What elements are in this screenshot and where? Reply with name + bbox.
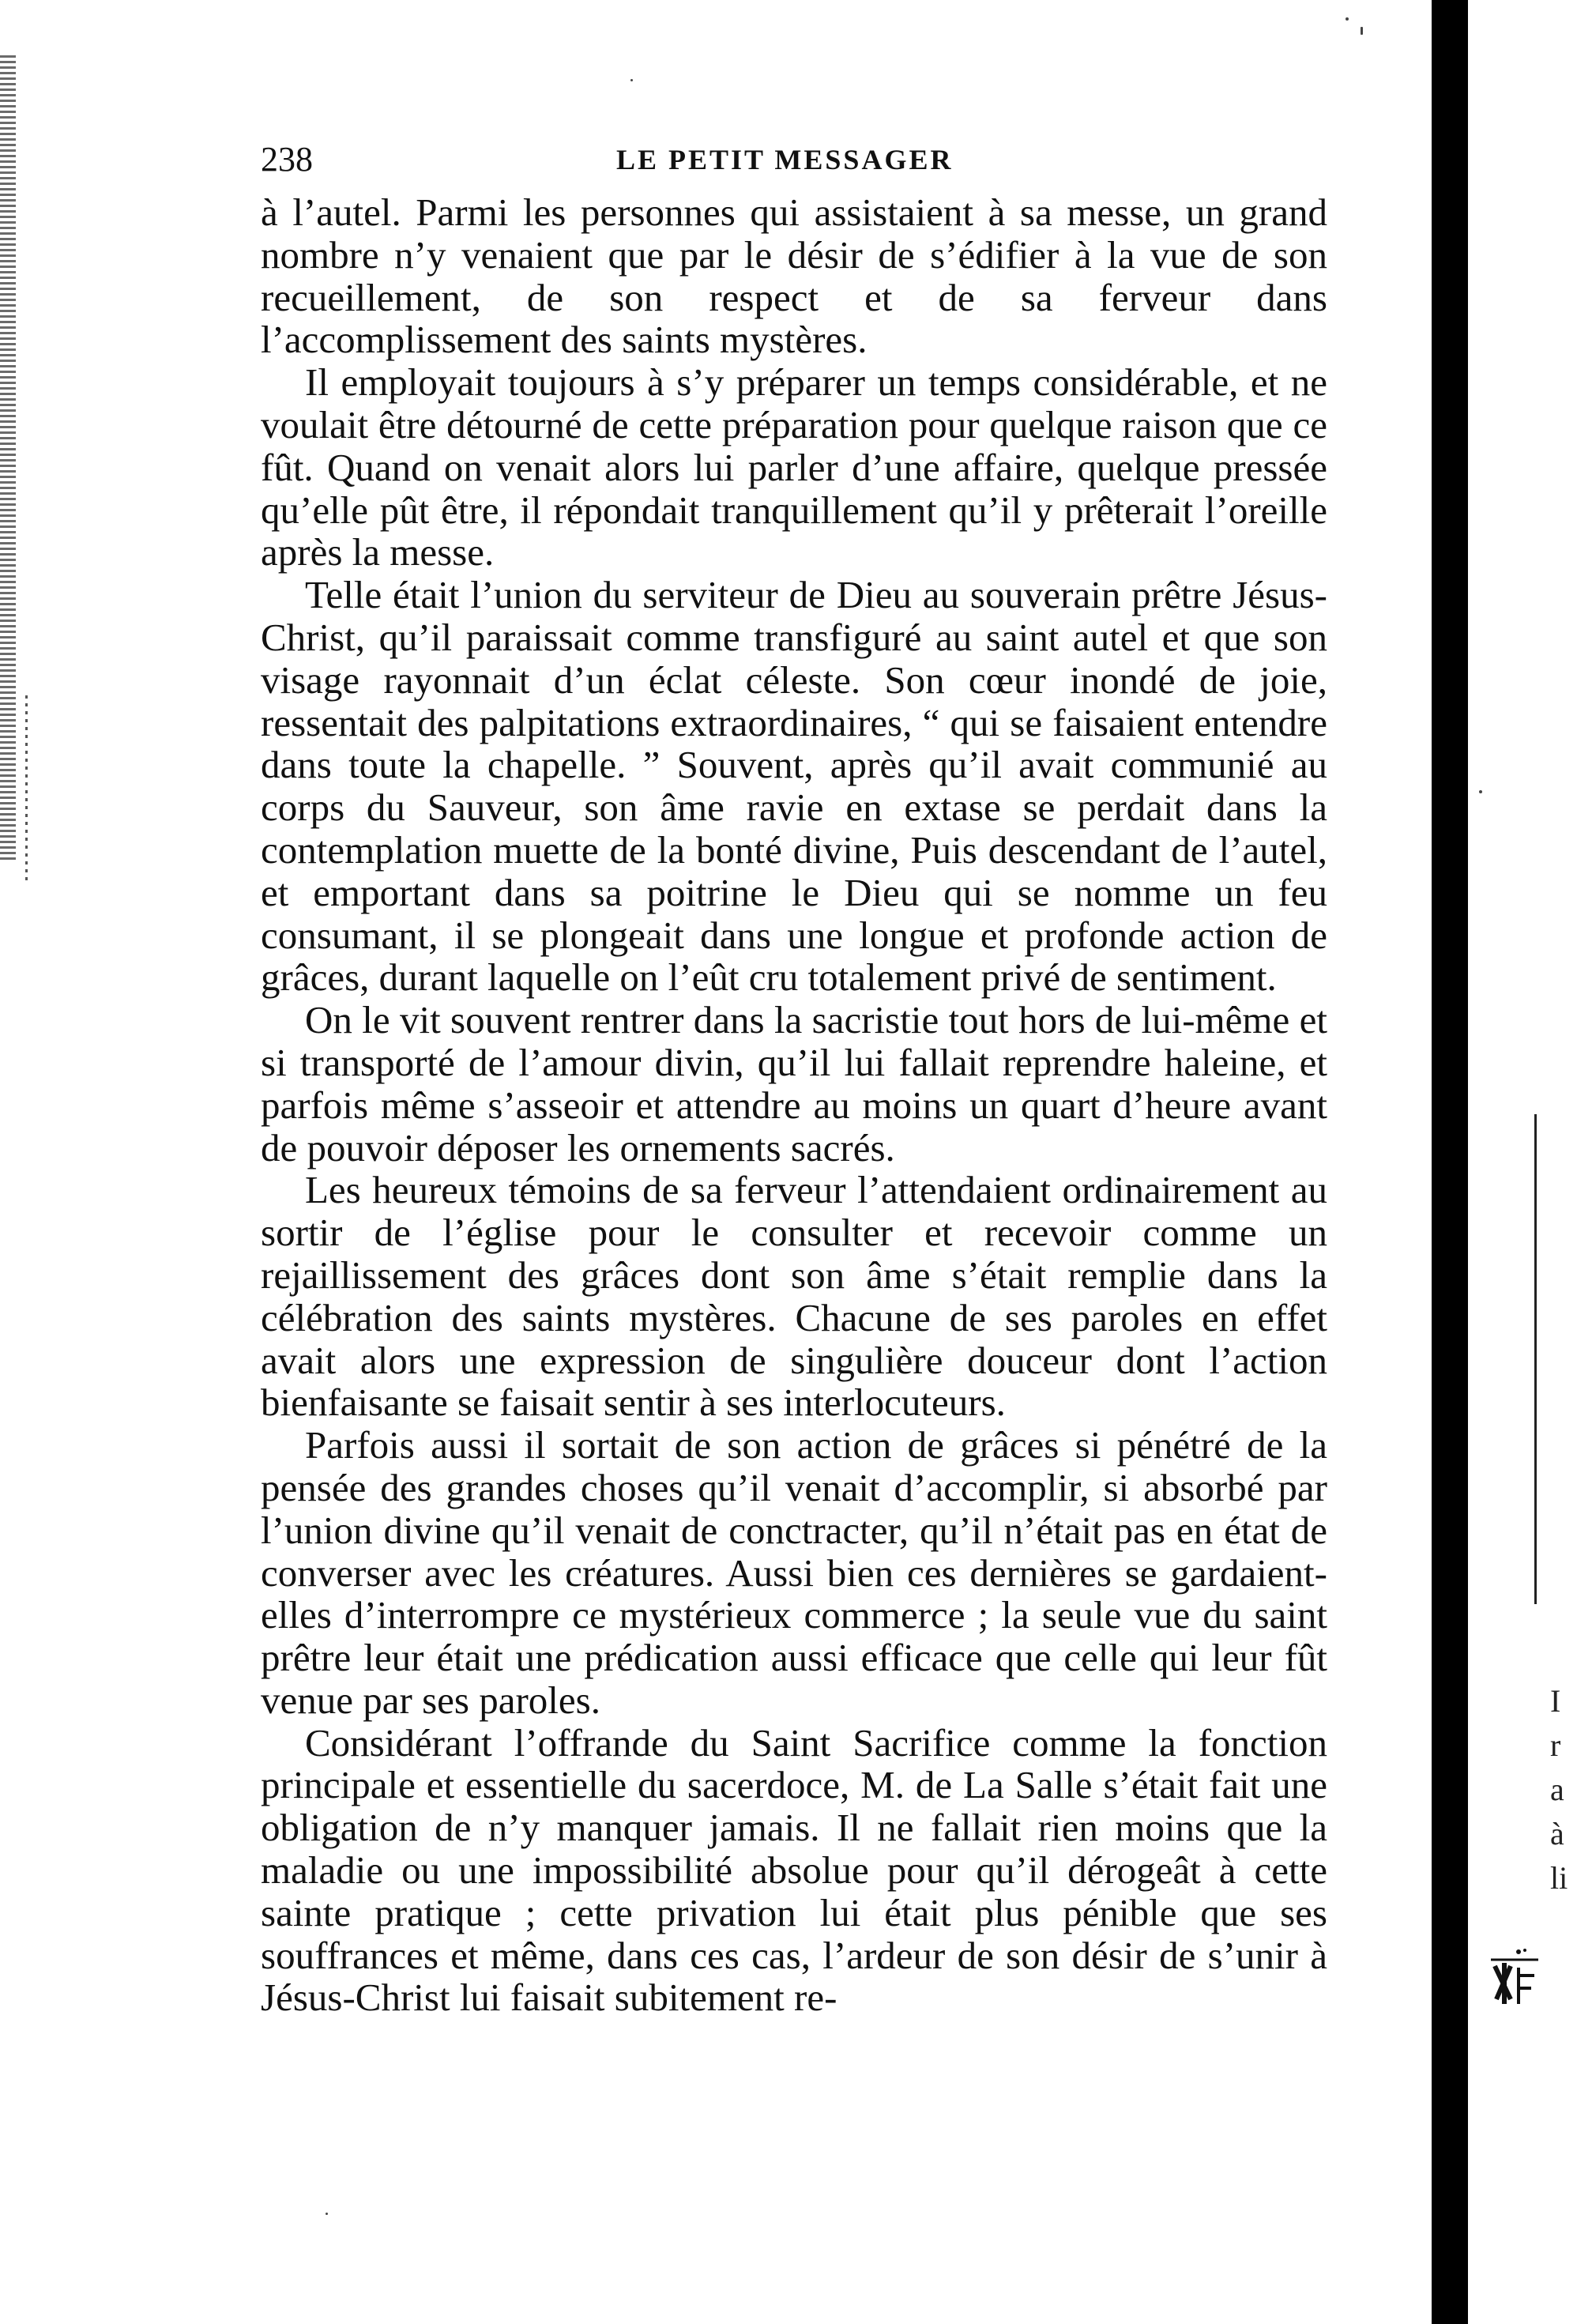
- page-number: 238: [261, 140, 313, 179]
- spine-edge-marks: [25, 695, 28, 885]
- paragraph: On le vit souvent rentrer dans la sacristie tout hors de lui-même et si transporté de l’amour divin, qu’il lui fallait reprendre haleine, et parfois même s’asseoir et attendre au moins un quart d’heure avant de pouvoir déposer les ornements sacrés.: [261, 998, 1327, 1170]
- page-header: [261, 136, 1327, 183]
- facing-page-rule: [1534, 1114, 1537, 1604]
- facing-letter: li: [1550, 1860, 1568, 1896]
- facing-letter: à: [1550, 1816, 1564, 1851]
- running-title: LE PETIT MESSAGER: [616, 144, 954, 175]
- paragraph: Telle était l’union du serviteur de Dieu au souverain prêtre Jésus-Christ, qu’il paraissait comme transfiguré au saint autel et que son visage rayonnait d’un éclat céleste. Son cœur inondé de joie, ressentait des palpitations extraordinaires, “ qui se faisaient entendre dans toute la chapelle. ” Souvent, après qu’il avait communié au corps du Sauveur, son âme ravie en extase se perdait dans la contemplation muette de la bonté divine, Puis descendant de l’autel, et emportant dans sa poitrine le Dieu qui se nomme un feu consumant, il se plongeait dans une longue et profonde action de grâces, durant laquelle on l’eût cru totalement privé de sentiment.: [261, 573, 1327, 1000]
- ink-speck: [1361, 27, 1363, 35]
- ink-speck: [630, 79, 633, 81]
- facing-page-letters: [1550, 1679, 1577, 1900]
- paragraph: à l’autel. Parmi les personnes qui assistaient à sa messe, un grand nombre n’y venaient que par le désir de s’édifier à la vue de son recueillement, de son respect et de sa ferveur dans l’accomplissement des saints mystères.: [261, 190, 1327, 362]
- ink-speck: [326, 2213, 328, 2215]
- facing-page-gutter: [1432, 0, 1468, 2324]
- facing-letter: I: [1550, 1683, 1561, 1719]
- body-text: [261, 191, 1327, 2019]
- ink-speck: [1346, 17, 1349, 21]
- paragraph: Il employait toujours à s’y préparer un temps considérable, et ne voulait être détourné de cette préparation pour quelque raison que ce fût. Quand on venait alors lui parler d’une affaire, quelque pressée qu’elle pût être, il répondait tranquillement qu’il y prêterait l’oreille après la messe.: [261, 360, 1327, 574]
- paragraph: Les heureux témoins de sa ferveur l’attendaient ordinairement au sortir de l’église pour le consulter et recevoir comme un rejaillissement des grâces dont son âme s’était remplie dans la célébration des saints mystères. Chacune de ses paroles en effet avait alors une expression de singulière douceur dont l’action bienfaisante se faisait sentir à ses interlocuteurs.: [261, 1168, 1327, 1425]
- ink-speck: [1479, 790, 1482, 793]
- facing-letter: a: [1550, 1772, 1564, 1807]
- facing-letter: r: [1550, 1727, 1561, 1763]
- paragraph: Considérant l’offrande du Saint Sacrifice comme la fonction principale et essentielle du sacerdoce, M. de La Salle s’était fait une obligation de n’y manquer jamais. Il ne fallait rien moins que la maladie ou une impossibilité absolue pour qu’il dérogeât à cette sainte pratique ; cette privation lui était plus pénible que ses souffrances et même, dans ces cas, l’ardeur de son désir de s’unir à Jésus-Christ lui faisait subitement re-: [261, 1720, 1327, 2020]
- spine-edge-shadow: [0, 55, 16, 861]
- ornament-icon: [1487, 1944, 1542, 2007]
- paragraph: Parfois aussi il sortait de son action de grâces si pénétré de la pensée des grandes choses qu’il venait d’accomplir, si absorbé par l’union divine qu’il venait de conctracter, qu’il n’était pas en état de converser avec les créatures. Aussi bien ces dernières se gardaient-elles d’interrompre ce mystérieux commerce ; la seule vue du saint prêtre leur était une prédication aussi efficace que celle qui leur fût venue par ses paroles.: [261, 1423, 1327, 1722]
